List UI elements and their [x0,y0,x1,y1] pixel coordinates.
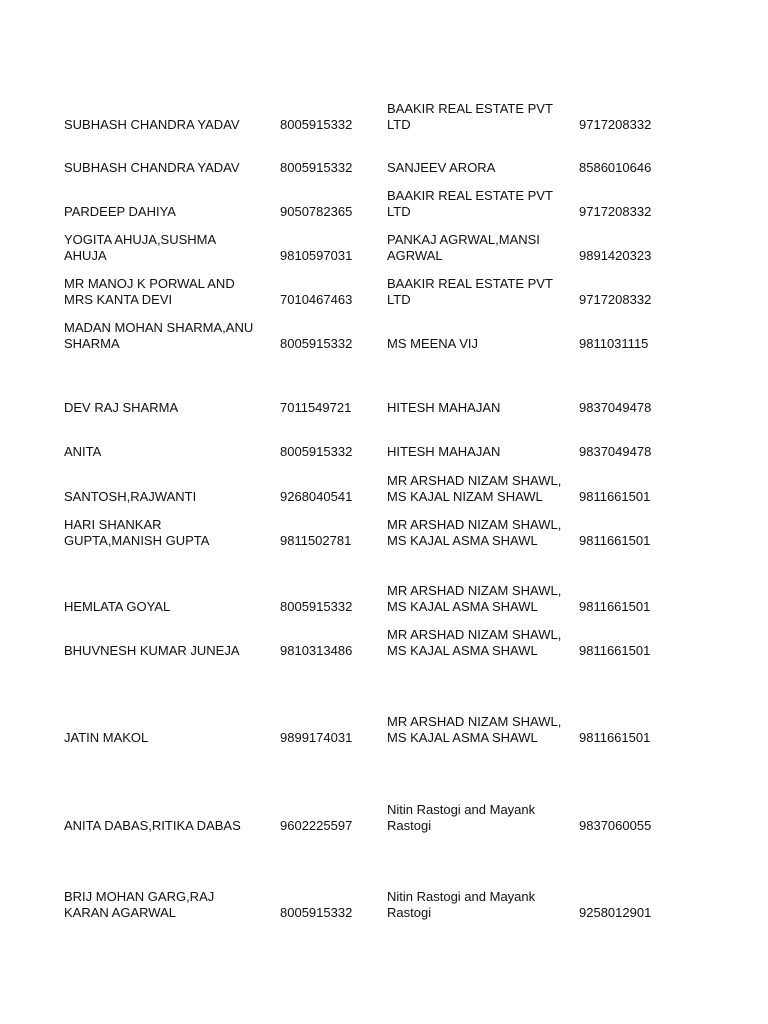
table-row [64,101,704,132]
table-row [64,579,704,614]
party-phone-cell: 9717208332 [579,116,652,132]
table-row [64,885,704,920]
party-cell: MR ARSHAD NIZAM SHAWL, MS KAJAL ASMA SHAWL [387,517,562,548]
phone-cell: 9810313486 [280,642,353,658]
name-cell: BHUVNESH KUMAR JUNEJA [64,642,240,658]
name-cell: ANITA DABAS,RITIKA DABAS [64,817,241,833]
name-cell: HARI SHANKAR GUPTA,MANISH GUPTA [64,517,210,548]
party-cell: SANJEEV ARORA [387,159,496,175]
name-cell: SUBHASH CHANDRA YADAV [64,116,240,132]
phone-cell: 7011549721 [280,399,352,415]
party-cell: MR ARSHAD NIZAM SHAWL, MS KAJAL NIZAM SHAWL [387,473,562,504]
phone-cell: 8005915332 [280,904,353,920]
phone-cell: 9811502781 [280,532,352,548]
party-phone-cell: 9837049478 [579,399,652,415]
party-phone-cell: 9811661501 [579,642,651,658]
table-row [64,798,704,833]
party-cell: MR ARSHAD NIZAM SHAWL, MS KAJAL ASMA SHAWL [387,583,562,614]
party-cell: MR ARSHAD NIZAM SHAWL, MS KAJAL ASMA SHAWL [387,627,562,658]
table-row [64,469,704,504]
phone-cell: 8005915332 [280,598,353,614]
phone-cell: 8005915332 [280,159,353,175]
table-row [64,710,704,745]
name-cell: YOGITA AHUJA,SUSHMA AHUJA [64,232,216,263]
party-phone-cell: 9891420323 [579,247,652,263]
table-row [64,188,704,219]
party-cell: BAAKIR REAL ESTATE PVT LTD [387,276,553,307]
name-cell: BRIJ MOHAN GARG,RAJ KARAN AGARWAL [64,889,215,920]
party-phone-cell: 9811661501 [579,532,651,548]
party-cell: MS MEENA VIJ [387,335,479,351]
party-phone-cell: 9811661501 [579,729,651,745]
phone-cell: 8005915332 [280,116,353,132]
phone-cell: 9268040541 [280,488,353,504]
table-row [64,157,704,175]
phone-cell: 9899174031 [280,729,353,745]
table-row [64,272,704,307]
party-cell: HITESH MAHAJAN [387,399,501,415]
name-cell: SANTOSH,RAJWANTI [64,488,197,504]
name-cell: PARDEEP DAHIYA [64,203,176,219]
name-cell: JATIN MAKOL [64,729,149,745]
party-phone-cell: 9837049478 [579,443,652,459]
party-phone-cell: 9811031115 [579,335,649,351]
table-row [64,397,704,415]
table-row [64,623,704,658]
name-cell: DEV RAJ SHARMA [64,399,179,415]
party-cell: Nitin Rastogi and Mayank Rastogi [387,802,536,833]
table-row [64,316,704,351]
party-phone-cell: 9717208332 [579,291,652,307]
party-cell: MR ARSHAD NIZAM SHAWL, MS KAJAL ASMA SHAWL [387,714,562,745]
party-cell: BAAKIR REAL ESTATE PVT LTD [387,101,553,132]
party-phone-cell: 9258012901 [579,904,652,920]
party-cell: HITESH MAHAJAN [387,443,501,459]
name-cell: SUBHASH CHANDRA YADAV [64,159,240,175]
table-row [64,513,704,548]
party-cell: BAAKIR REAL ESTATE PVT LTD [387,188,553,219]
party-phone-cell: 9717208332 [579,203,652,219]
party-phone-cell: 9837060055 [579,817,652,833]
party-cell: PANKAJ AGRWAL,MANSI AGRWAL [387,232,540,263]
phone-cell: 7010467463 [280,291,353,307]
party-phone-cell: 9811661501 [579,598,651,614]
name-cell: MADAN MOHAN SHARMA,ANU SHARMA [64,320,254,351]
party-cell: Nitin Rastogi and Mayank Rastogi [387,889,536,920]
name-cell: MR MANOJ K PORWAL AND MRS KANTA DEVI [64,276,235,307]
party-phone-cell: 9811661501 [579,488,651,504]
phone-cell: 8005915332 [280,335,353,351]
phone-cell: 9050782365 [280,203,353,219]
name-cell: HEMLATA GOYAL [64,598,171,614]
phone-cell: 9602225597 [280,817,353,833]
party-phone-cell: 8586010646 [579,159,652,175]
table-row [64,229,704,263]
phone-cell: 8005915332 [280,443,353,459]
name-cell: ANITA [64,443,102,459]
phone-cell: 9810597031 [280,247,353,263]
table-row [64,441,704,459]
